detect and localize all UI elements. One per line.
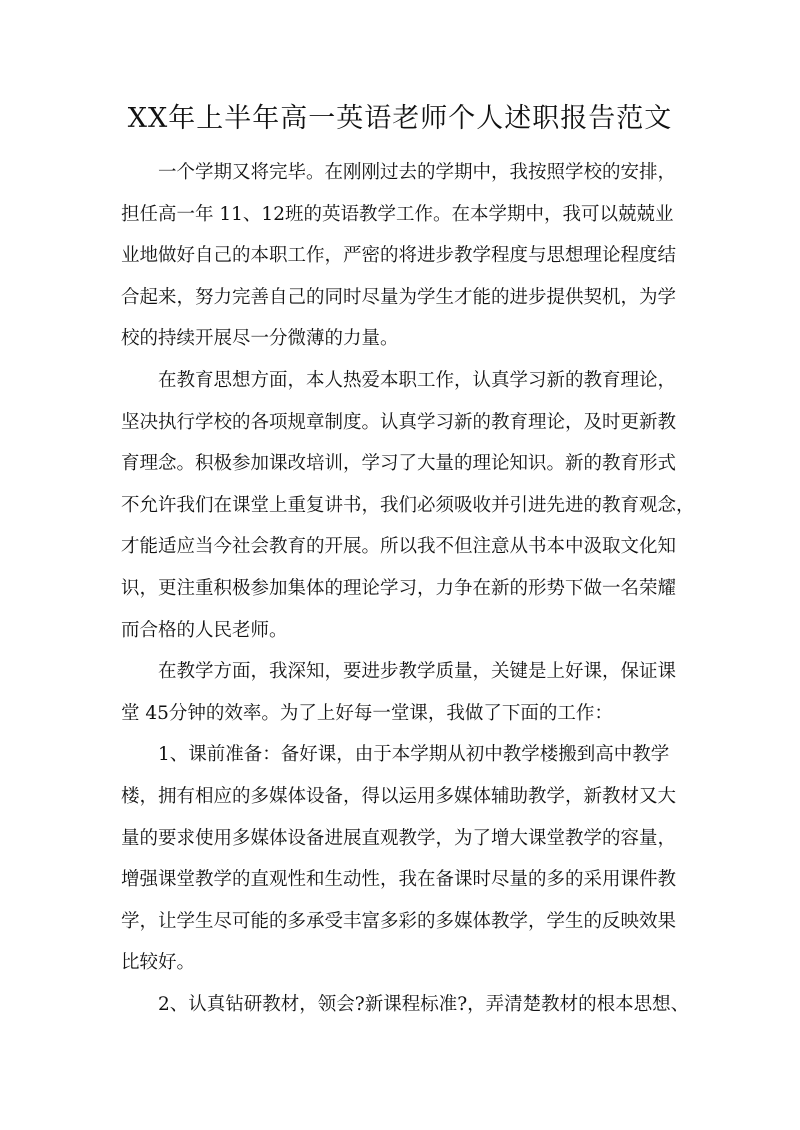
document-title: XX年上半年高一英语老师个人述职报告范文 (127, 103, 673, 134)
paragraph-1 (121, 152, 696, 360)
text-line: 1、课前准备：备好课，由于本学期从初中教学楼搬到高中教学 (158, 744, 670, 766)
text-line: 业地做好自己的本职工作，严密的将进步教学程度与思想理论程度结 (121, 245, 677, 267)
text-line: 增强课堂教学的直观性和生动性，我在备课时尽量的多的采用课件教 (121, 869, 677, 891)
text-line: 担任高一年 11、12班的英语教学工作。在本学期中，我可以兢兢业 (121, 203, 674, 225)
text-line: 坚决执行学校的各项规章制度。认真学习新的教育理论，及时更新教 (121, 411, 677, 433)
text-line: 学，让学生尽可能的多承受丰富多彩的多媒体教学，学生的反映效果 (121, 910, 677, 932)
text-line: 堂 45分钟的效率。为了上好每一堂课，我做了下面的工作： (121, 702, 613, 724)
text-line: 一个学期又将完毕。在刚刚过去的学期中，我按照学校的安排， (158, 162, 677, 183)
text-line: 在教学方面，我深知，要进步教学质量，关键是上好课，保证课 (158, 661, 677, 683)
paragraph-5 (121, 984, 696, 1026)
text-line: 2、认真钻研教材，领会?新课程标准?，弄清楚教材的根本思想、 (158, 993, 690, 1015)
text-line: 育理念。积极参加课改培训，学习了大量的理论知识。新的教育形式 (121, 453, 677, 475)
paragraph-2 (121, 360, 696, 651)
document-body (121, 152, 696, 1025)
text-line: 量的要求使用多媒体设备进展直观教学，为了增大课堂教学的容量， (121, 827, 677, 849)
text-line: 楼，拥有相应的多媒体设备，得以运用多媒体辅助教学，新教材又大 (121, 785, 677, 807)
text-line: 校的持续开展尽一分微薄的力量。 (121, 328, 399, 350)
text-line: 才能适应当今社会教育的开展。所以我不但注意从书本中汲取文化知 (121, 536, 677, 558)
text-line: 识，更注重积极参加集体的理论学习，力争在新的形势下做一名荣耀 (121, 577, 677, 599)
text-line: 不允许我们在课堂上重复讲书，我们必须吸收并引进先进的教育观念， (121, 494, 695, 516)
text-line: 比较好。 (121, 952, 196, 974)
paragraph-4 (121, 734, 696, 984)
text-line: 而合格的人民老师。 (121, 619, 288, 641)
text-line: 在教育思想方面，本人热爱本职工作，认真学习新的教育理论， (158, 369, 677, 391)
paragraph-3 (121, 651, 696, 734)
text-line: 合起来，努力完善自己的同时尽量为学生才能的进步提供契机，为学 (121, 286, 677, 308)
